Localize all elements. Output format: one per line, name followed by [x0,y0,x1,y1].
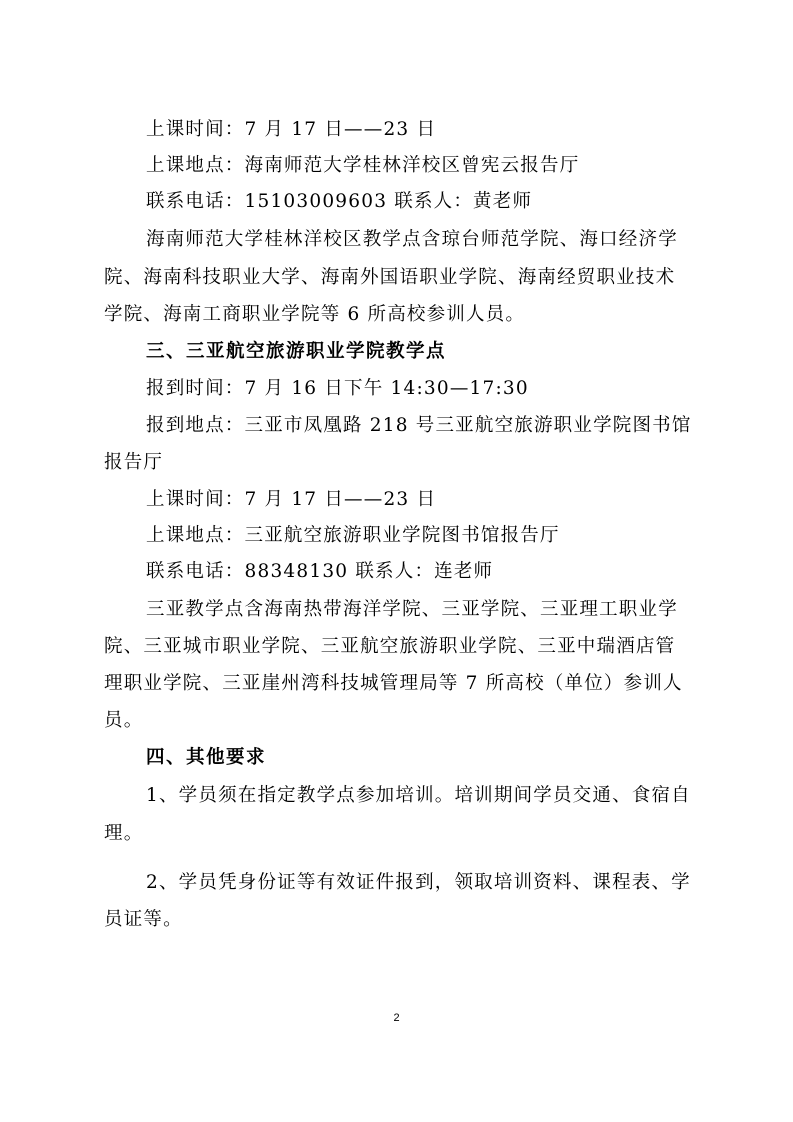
class-time-3: 上课时间：7 月 17 日——23 日 [146,489,437,510]
registration-time-3: 报到时间：7 月 16 日下午 14:30—17:30 [146,378,529,399]
paragraph-line: 理职业学院、三亚崖州湾科技城管理局等 7 所高校（单位）参训人 [104,673,683,694]
page-number: 2 [393,1012,400,1024]
class-location-1: 上课地点：海南师范大学桂林洋校区曾宪云报告厅 [146,155,580,176]
paragraph-line: 三亚教学点含海南热带海洋学院、三亚学院、三亚理工职业学 [146,599,678,620]
paragraph-line: 员。 [104,710,144,731]
paragraph-line: 报告厅 [104,452,164,473]
paragraph-line: 海南师范大学桂林洋校区教学点含琼台师范学院、海口经济学 [146,229,678,250]
class-time-1: 上课时间：7 月 17 日——23 日 [146,119,437,140]
requirement-1: 1、学员须在指定教学点参加培训。培训期间学员交通、食宿自 [146,785,691,806]
paragraph-line: 院、三亚城市职业学院、三亚航空旅游职业学院、三亚中瑞酒店管 [104,636,676,657]
class-location-3: 上课地点：三亚航空旅游职业学院图书馆报告厅 [146,525,560,546]
section-heading-3: 三、三亚航空旅游职业学院教学点 [146,341,447,362]
paragraph-line: 学院、海南工商职业学院等 6 所高校参训人员。 [104,304,526,325]
requirement-2: 2、学员凭身份证等有效证件报到，领取培训资料、课程表、学 [146,872,691,893]
paragraph-line: 员证等。 [104,909,183,930]
contact-3: 联系电话：88348130 联系人：连老师 [146,561,494,582]
registration-location-3: 报到地点：三亚市凤凰路 218 号三亚航空旅游职业学院图书馆 [146,415,692,436]
paragraph-line: 理。 [104,823,144,844]
contact-1: 联系电话：15103009603 联系人：黄老师 [146,191,533,212]
paragraph-line: 院、海南科技职业大学、海南外国语职业学院、海南经贸职业技术 [104,267,676,288]
section-heading-4: 四、其他要求 [146,747,267,768]
